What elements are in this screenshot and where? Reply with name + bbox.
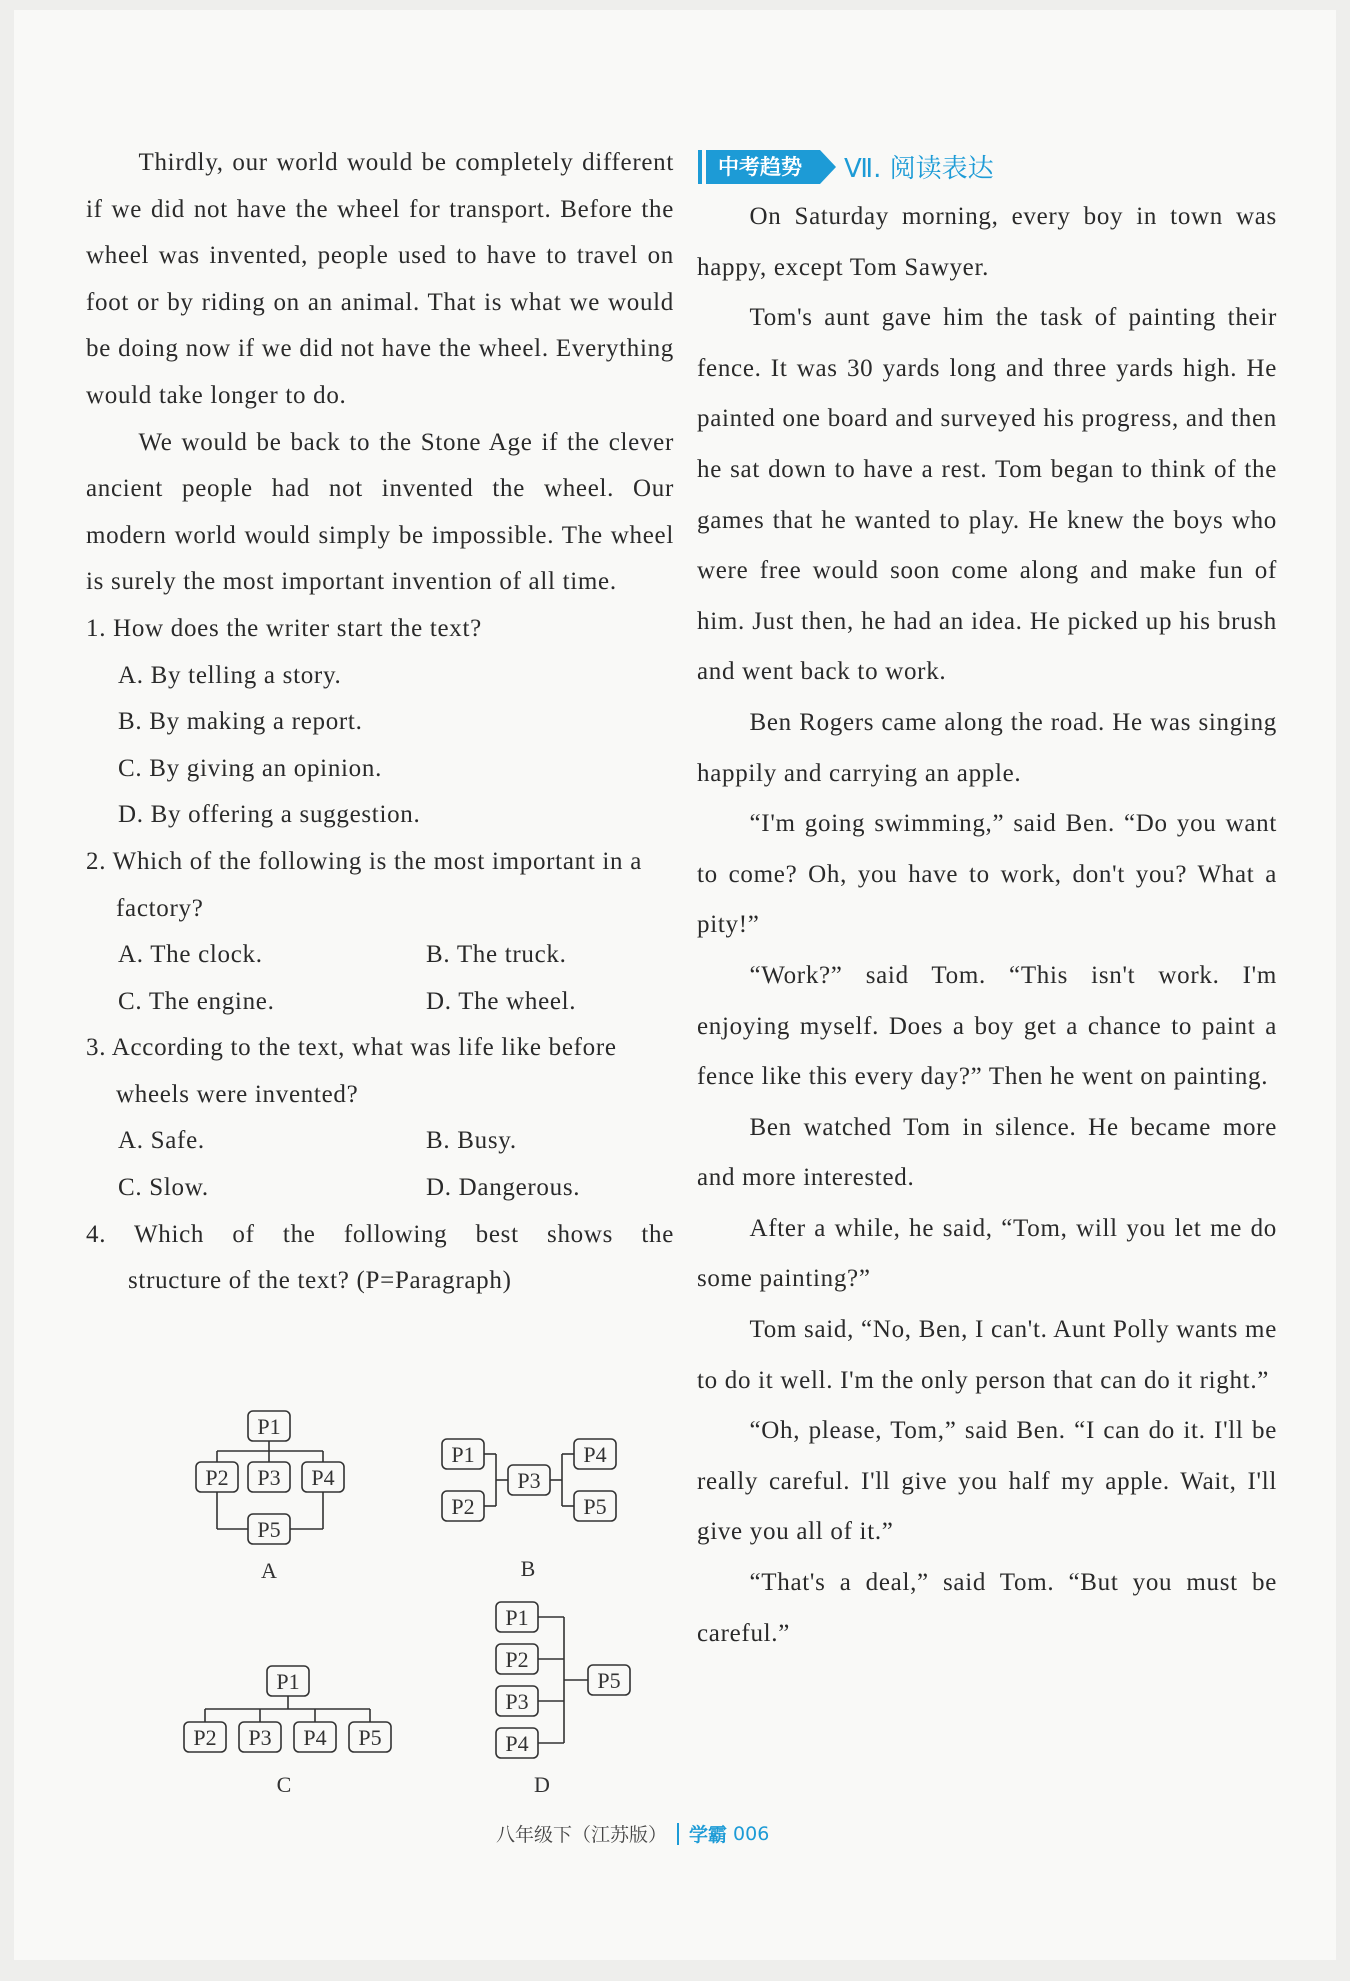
- diagram-b-p3: P3: [517, 1468, 541, 1493]
- diagram-b-p2: P2: [451, 1494, 475, 1519]
- diagram-a-p5: P5: [257, 1517, 281, 1542]
- diagram-b-label: B: [520, 1556, 536, 1581]
- question-2-stem: 2. Which of the following is the most important in a factory?: [86, 847, 643, 922]
- q1-option-a: A. By telling a story.: [118, 661, 342, 689]
- diagram-a-p2: P2: [205, 1465, 229, 1490]
- brand-label: 学霸: [689, 1824, 728, 1846]
- diagram-a-p3: P3: [257, 1465, 281, 1490]
- grade-label: 八年级下（江苏版）: [496, 1824, 668, 1846]
- diagram-c-p3: P3: [248, 1725, 272, 1750]
- question-1-stem: 1. How does the writer start the text?: [86, 614, 482, 642]
- paragraph: Thirdly, our world would be completely different if we did not have the wheel for transport. Before the wheel was invented, people used to have to travel on foot or by riding on an animal. That is what we would be doing now if we did not have the wheel. Everything would take longer to do.: [86, 149, 674, 409]
- diagram-c-p4: P4: [303, 1725, 327, 1750]
- q3-option-a: A. Safe.: [118, 1127, 205, 1155]
- diagram-c-p2: P2: [193, 1725, 217, 1750]
- trend-badge: 中考趋势: [706, 150, 820, 184]
- question-4-stem: 4. Which of the following best shows the: [86, 1220, 674, 1248]
- story-paragraph: “Oh, please, Tom,” said Ben. “I can do it. I'll be really careful. I'll give you half my apple. Wait, I'll give you all of it.”: [697, 1417, 1277, 1546]
- diagram-d-label: D: [534, 1772, 550, 1797]
- story-paragraph: Tom said, “No, Ben, I can't. Aunt Polly wants me to do it well. I'm the only person that can do it right.”: [697, 1316, 1277, 1394]
- diagram-d-p5: P5: [597, 1668, 621, 1693]
- diagram-a-p4: P4: [311, 1465, 335, 1490]
- diagram-d-p4: P4: [505, 1731, 529, 1756]
- q3-option-b: B. Busy.: [426, 1127, 517, 1155]
- q1-option-c: C. By giving an opinion.: [118, 754, 383, 782]
- q3-option-d: D. Dangerous.: [426, 1174, 581, 1202]
- section-title: Ⅶ. 阅读表达: [844, 154, 994, 184]
- diagram-c-p5: P5: [358, 1725, 382, 1750]
- footer-divider: [677, 1823, 679, 1845]
- question-3-stem: 3. According to the text, what was life like before wheels were invented?: [86, 1034, 617, 1108]
- story-paragraph: Ben Rogers came along the road. He was singing happily and carrying an apple.: [697, 708, 1277, 787]
- story-paragraph: Tom's aunt gave him the task of painting their fence. It was 30 yards long and three yards high. He painted one board and surveyed his progress, and then he sat down to have a rest. Tom began to think of the games that he wanted to play. He knew the boys who were free would soon come along and make fun of him. Just then, he had an idea. He picked up his brush and went back to work.: [697, 304, 1277, 686]
- q2-option-a: A. The clock.: [118, 941, 263, 969]
- diagram-c-p1: P1: [276, 1669, 300, 1694]
- page-footer: [496, 1820, 769, 1847]
- diagram-a-label: A: [261, 1558, 277, 1583]
- section-header: [706, 148, 994, 185]
- story-paragraph: Ben watched Tom in silence. He became more and more interested.: [697, 1113, 1277, 1192]
- diagram-c-label: C: [276, 1772, 292, 1797]
- structure-diagrams: [14, 10, 694, 1810]
- story-paragraph: “That's a deal,” said Tom. “But you must be careful.”: [697, 1569, 1277, 1647]
- q3-option-c: C. Slow.: [118, 1174, 209, 1202]
- q2-option-d: D. The wheel.: [426, 987, 577, 1015]
- q2-option-c: C. The engine.: [118, 987, 275, 1015]
- diagram-d-p1: P1: [505, 1605, 529, 1630]
- q2-option-b: B. The truck.: [426, 941, 567, 969]
- paragraph: We would be back to the Stone Age if the clever ancient people had not invented the wheel. Our modern world would simply be impossible. The wheel is surely the most important invention of all time.: [86, 428, 674, 596]
- diagram-b-p1: P1: [451, 1442, 475, 1467]
- story-paragraph: On Saturday morning, every boy in town was happy, except Tom Sawyer.: [697, 203, 1277, 281]
- page: [14, 10, 1336, 1960]
- q1-option-d: D. By offering a suggestion.: [118, 801, 421, 829]
- right-column: [697, 192, 1277, 1659]
- story-paragraph: After a while, he said, “Tom, will you let me do some painting?”: [697, 1214, 1277, 1293]
- question-4-stem-cont: structure of the text? (P=Paragraph): [128, 1267, 512, 1295]
- diagram-a-p1: P1: [257, 1414, 281, 1439]
- story-paragraph: “I'm going swimming,” said Ben. “Do you want to come? Oh, you have to work, don't you? What a pity!”: [697, 810, 1277, 939]
- q1-option-b: B. By making a report.: [118, 708, 363, 736]
- diagram-b-p5: P5: [583, 1494, 607, 1519]
- page-number: 006: [733, 1822, 770, 1845]
- diagram-d-p2: P2: [505, 1647, 529, 1672]
- diagram-d-p3: P3: [505, 1689, 529, 1714]
- story-paragraph: “Work?” said Tom. “This isn't work. I'm enjoying myself. Does a boy get a chance to paint a fence like this every day?” Then he went on painting.: [697, 961, 1277, 1091]
- diagram-b-p4: P4: [583, 1442, 607, 1467]
